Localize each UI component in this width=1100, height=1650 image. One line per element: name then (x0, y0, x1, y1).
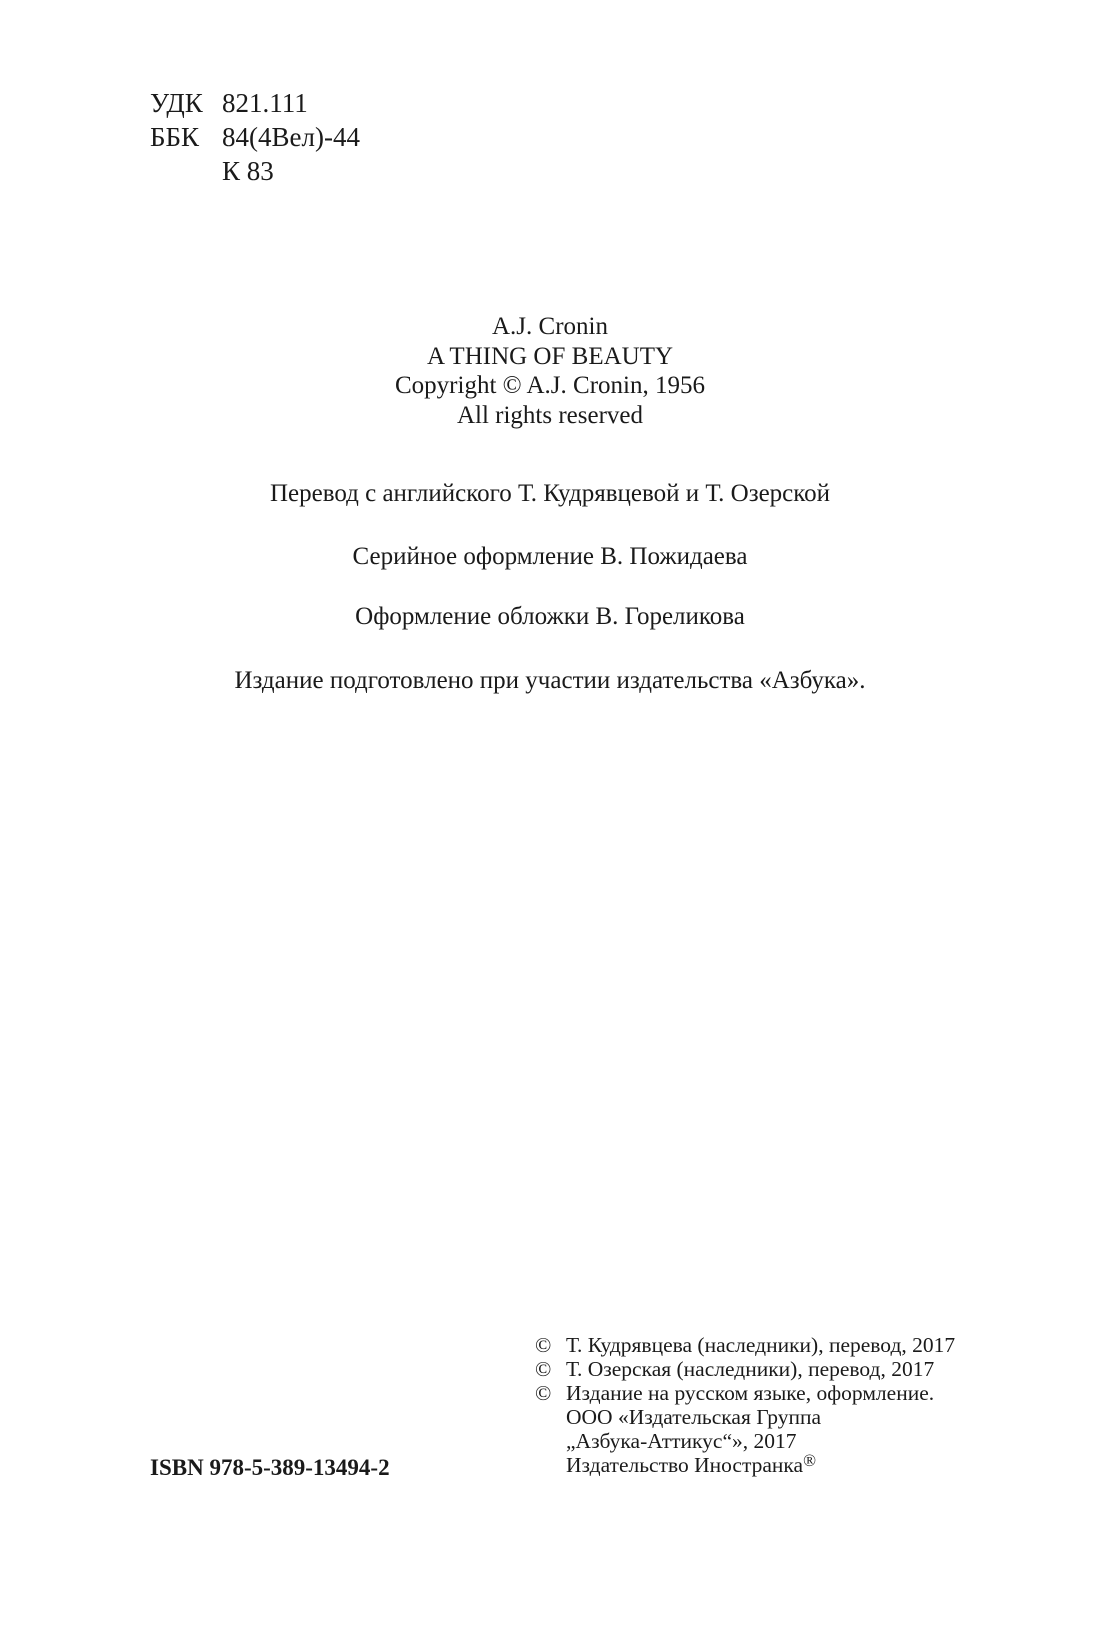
publisher-name: Издательство Иностранка (566, 1453, 804, 1477)
original-copyright: Copyright © A.J. Cronin, 1956 (395, 372, 705, 399)
author-mark-row (150, 154, 360, 188)
copyright-symbol: © (535, 1357, 552, 1381)
copyright-continuation-publisher (535, 1453, 955, 1477)
copyright-symbol: © (535, 1381, 552, 1405)
udk-label: УДК (150, 88, 203, 118)
copyright-line (535, 1333, 955, 1357)
author-mark: К 83 (222, 156, 274, 186)
cover-design-credit: Оформление обложки В. Гореликова (355, 603, 745, 630)
copyright-symbol: © (535, 1333, 552, 1357)
bbk-row (150, 120, 360, 154)
copyright-continuation: ООО «Издательская Группа (566, 1405, 822, 1429)
copyright-line (535, 1357, 955, 1381)
copyright-continuation: „Азбука-Аттикус“», 2017 (566, 1429, 797, 1453)
series-design-credit: Серийное оформление В. Пожидаева (352, 543, 748, 570)
translation-credit: Перевод с английского Т. Кудрявцевой и Т. Озерской (269, 480, 831, 507)
isbn: ISBN 978-5-389-13494-2 (150, 1455, 390, 1480)
copyright-line (535, 1381, 955, 1405)
registered-mark: ® (803, 1451, 816, 1470)
bbk-value: 84(4Вел)-44 (222, 122, 360, 152)
original-edition-block (0, 312, 1100, 430)
udk-row (150, 86, 360, 120)
bbk-label: ББК (150, 122, 200, 152)
copyright-text: Издание на русском языке, оформление. (566, 1381, 935, 1405)
copyright-text: Т. Кудрявцева (наследники), перевод, 2017 (566, 1333, 956, 1357)
classification-block (150, 86, 360, 188)
original-title: A THING OF BEAUTY (426, 342, 674, 370)
copyright-block (535, 1333, 955, 1477)
udk-value: 821.111 (222, 88, 308, 118)
original-author: A.J. Cronin (492, 313, 608, 340)
rights-reserved: All rights reserved (456, 401, 644, 429)
publisher-note: Издание подготовлено при участии издательства «Азбука». (234, 667, 866, 694)
copyright-text: Т. Озерская (наследники), перевод, 2017 (566, 1357, 935, 1381)
